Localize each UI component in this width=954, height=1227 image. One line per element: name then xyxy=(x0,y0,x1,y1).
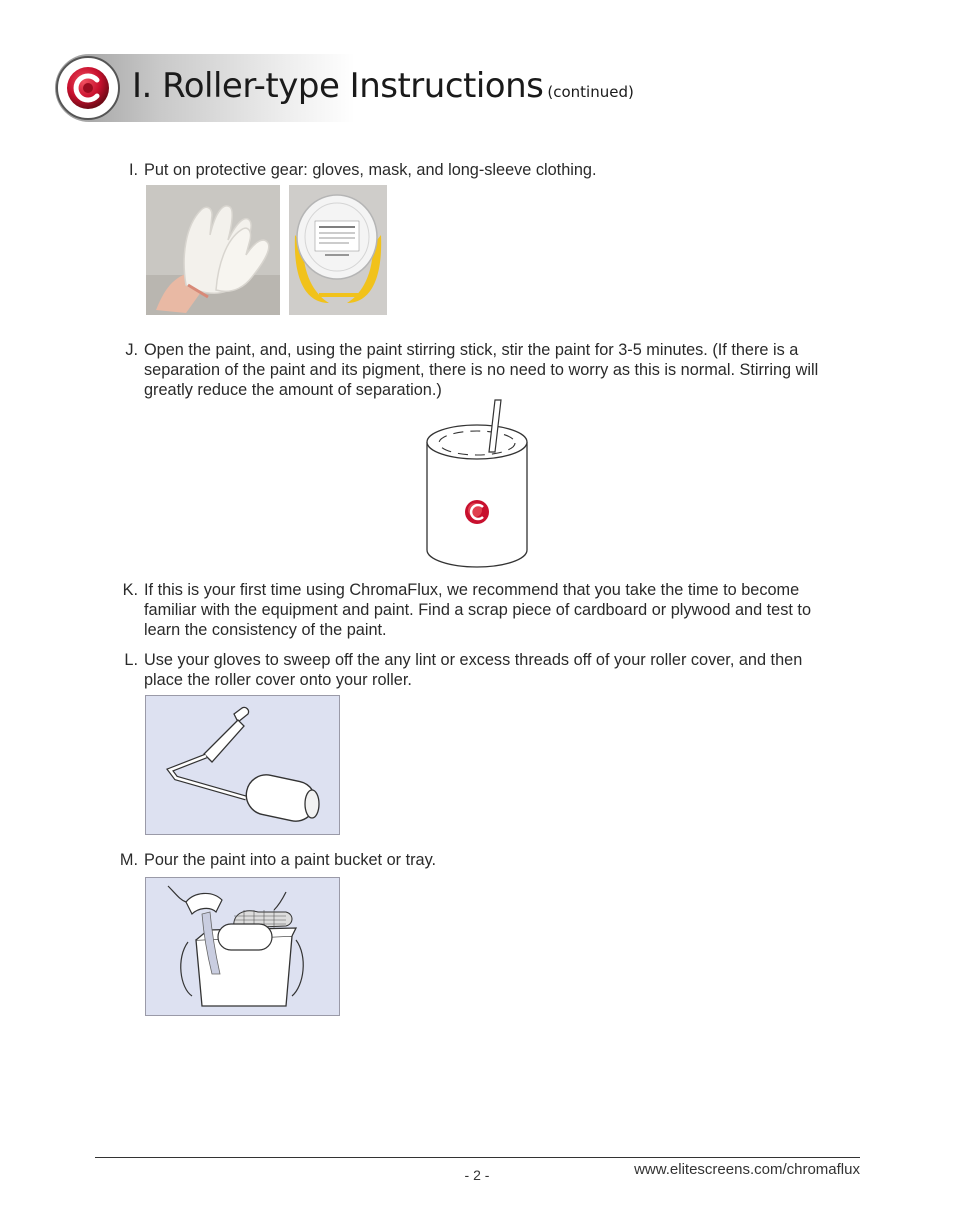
footer-rule xyxy=(95,1157,860,1158)
item-letter: M. xyxy=(119,851,138,869)
title-continued: (continued) xyxy=(547,83,634,101)
item-text: Use your gloves to sweep off the any lint or excess threads off of your roller cover, and then place the roller cover onto your roller. xyxy=(144,651,803,689)
page-number: - 2 - xyxy=(464,1167,490,1183)
pour-paint-illustration xyxy=(145,877,340,1016)
gloves-photo xyxy=(146,185,280,315)
elite-screens-logo-icon xyxy=(56,56,120,120)
item-text: Open the paint, and, using the paint stirring stick, stir the paint for 3-5 minutes. (If there is a separation of the paint and its pigment, there is no need to worry as this is normal. Stirring will greatly reduce the amount of separation.) xyxy=(144,341,819,399)
item-text: Pour the paint into a paint bucket or tray. xyxy=(144,851,437,869)
item-text: If this is your first time using ChromaFlux, we recommend that you take the time to become familiar with the equipment and paint. Find a scrap piece of cardboard or plywood and test to learn the consistency of the paint. xyxy=(144,581,812,639)
item-letter: L. xyxy=(124,651,138,669)
footer-website-link[interactable]: www.elitescreens.com/chromaflux xyxy=(634,1161,860,1178)
roller-illustration xyxy=(145,695,340,835)
mask-photo xyxy=(289,185,387,315)
paint-can-illustration xyxy=(420,398,534,570)
item-text: Put on protective gear: gloves, mask, and long-sleeve clothing. xyxy=(144,161,597,179)
item-letter: J. xyxy=(125,341,138,359)
item-letter: I. xyxy=(128,161,138,179)
item-letter: K. xyxy=(122,581,138,599)
page-title: I. Roller-type Instructions (continued) xyxy=(132,66,634,106)
